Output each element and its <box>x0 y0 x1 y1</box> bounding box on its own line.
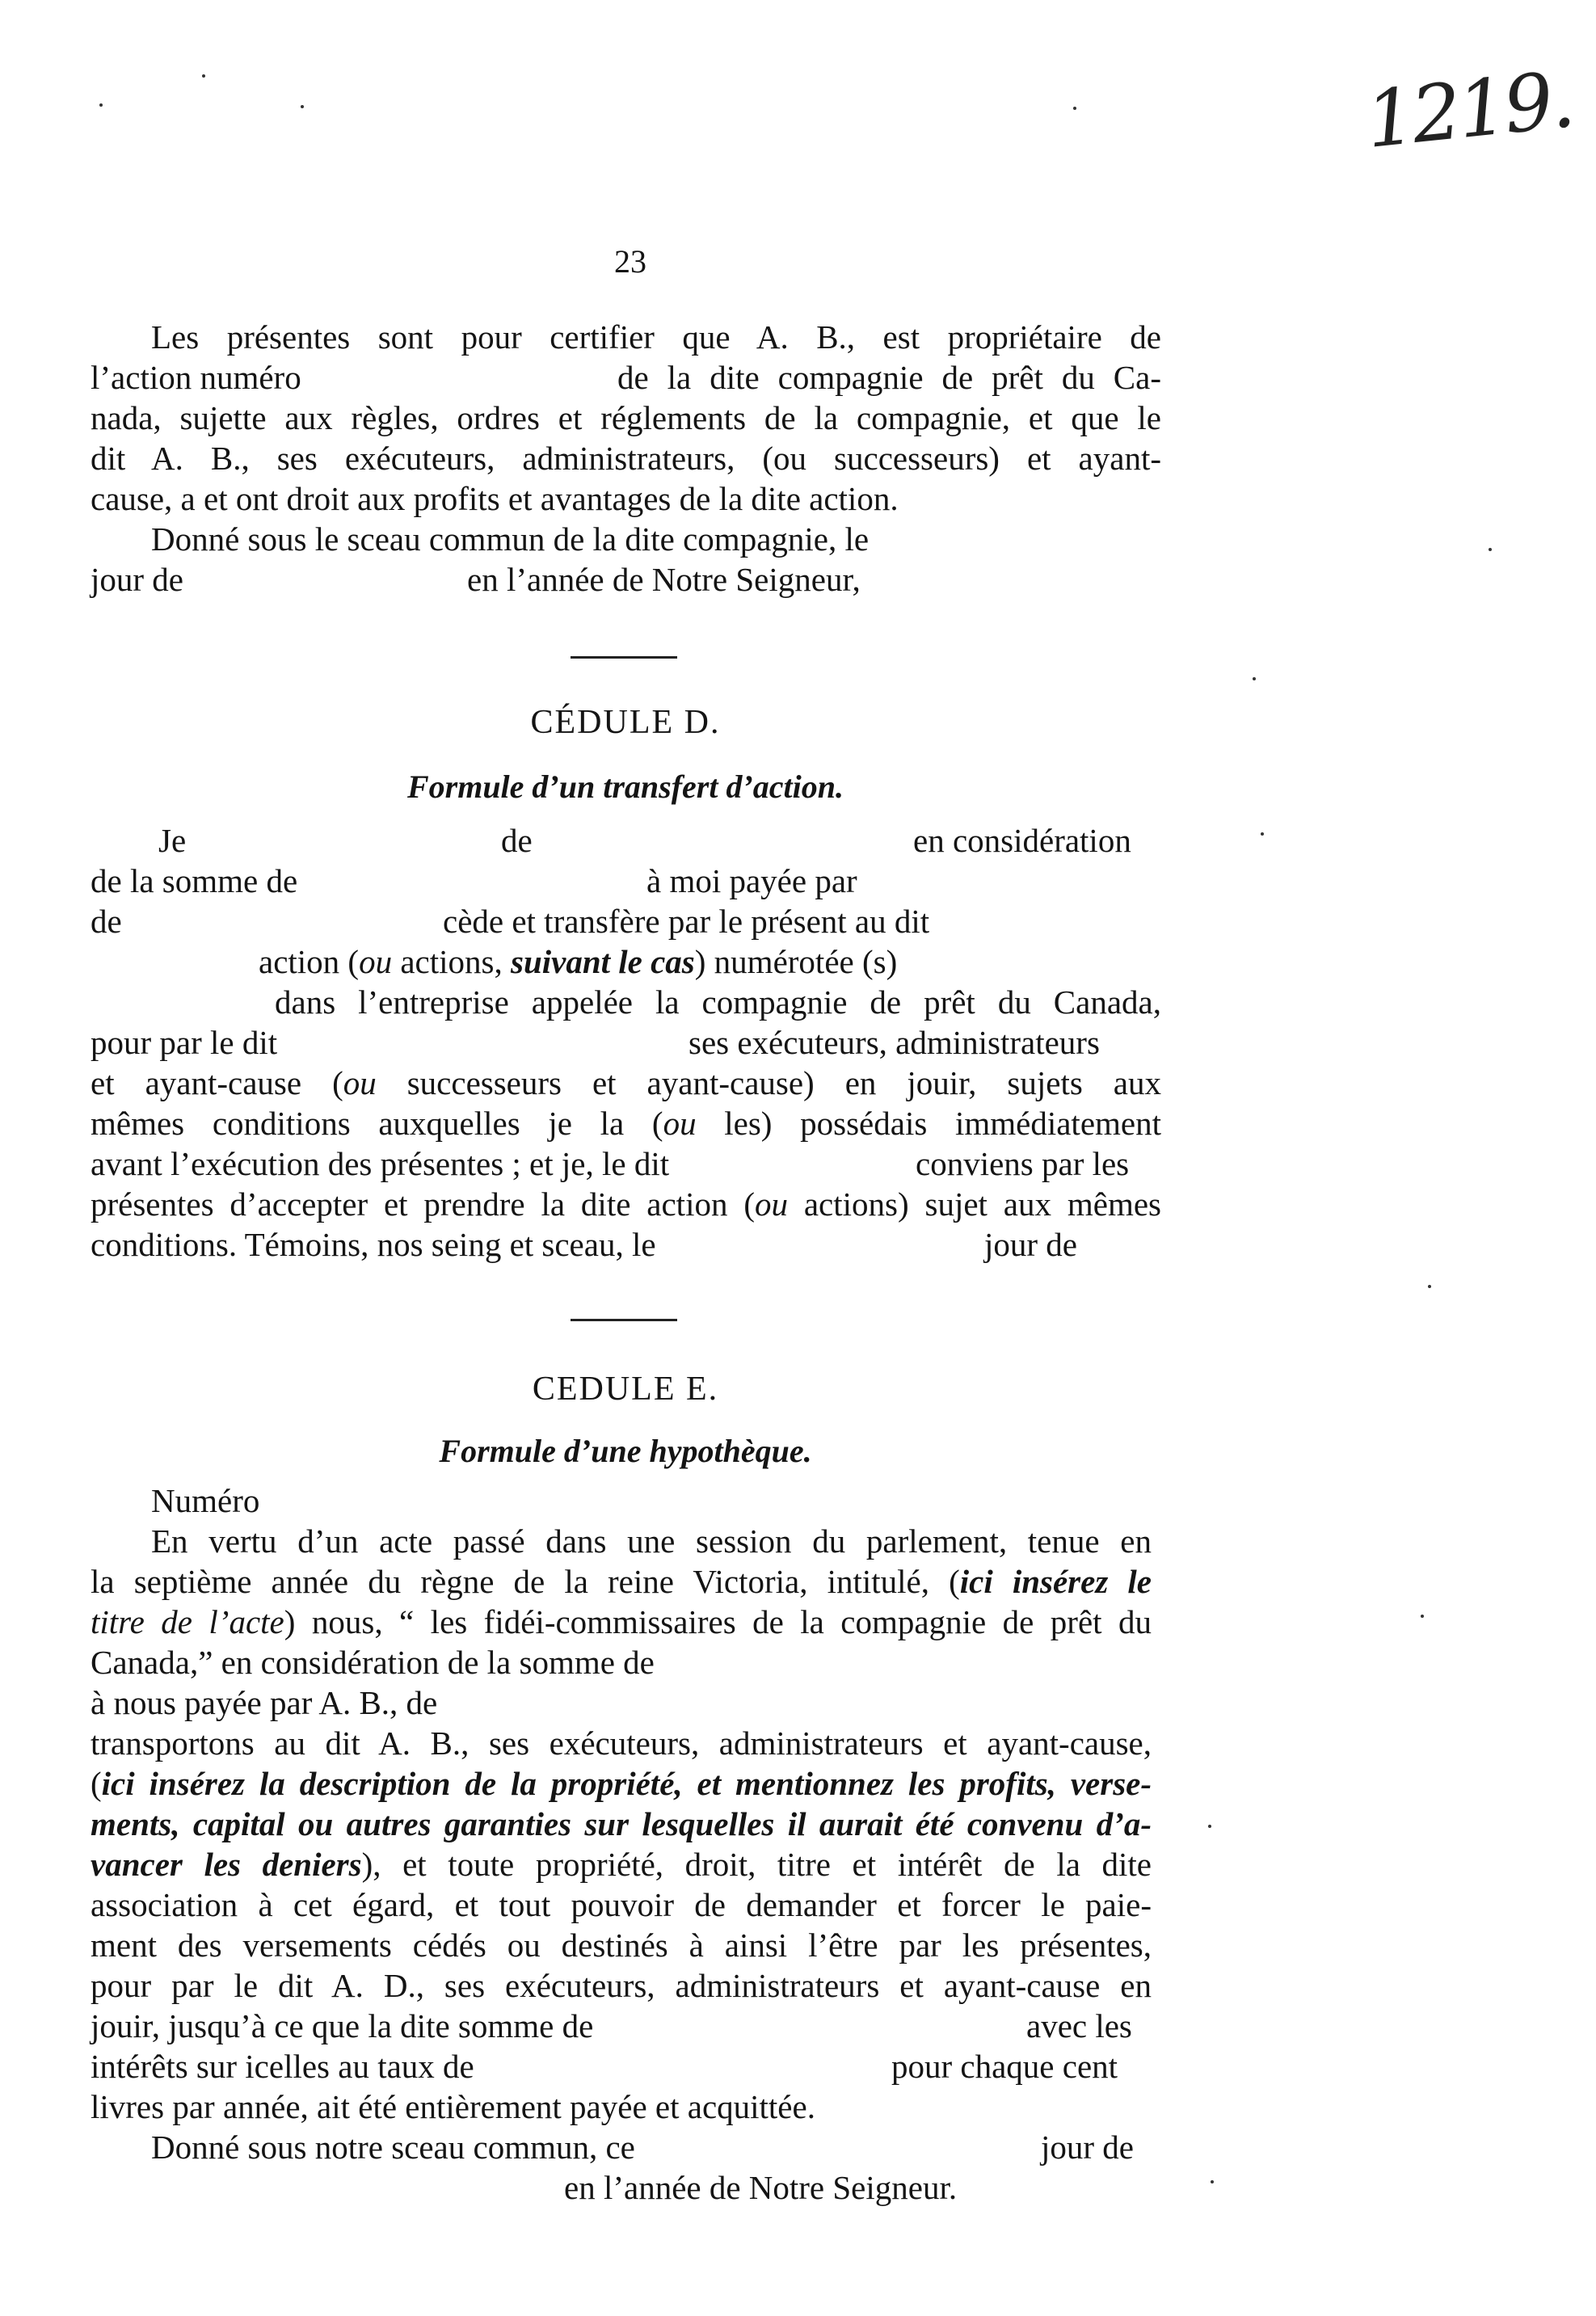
r10-text-a: présentes d’accepter et prendre la dite action ( <box>91 1185 755 1223</box>
schedule-e-l14-a: intérêts sur icelles au taux de <box>91 2048 474 2085</box>
schedule-e-l7 <box>91 1763 1152 1804</box>
schedule-e-l14-b: pour chaque cent <box>891 2048 1118 2085</box>
section-divider-2 <box>571 1319 677 1321</box>
r7-text-c: successeurs et ayant-cause) en jouir, sujets aux <box>376 1064 1161 1101</box>
handwritten-folio-number: 1219. <box>1361 53 1576 166</box>
schedule-e-l15: livres par année, ait été entièrement payée et acquittée. <box>91 2088 815 2125</box>
scan-speck <box>301 105 304 108</box>
scan-speck <box>202 74 205 78</box>
schedule-e-l6: transportons au dit A. B., ses exécuteurs, administrateurs et ayant-cause, <box>91 1724 1152 1762</box>
schedule-e-l9 <box>91 1844 1152 1884</box>
schedule-e-l16-b: jour de <box>1041 2129 1134 2166</box>
r8-text-a: mêmes conditions auxquelles je la ( <box>91 1105 663 1142</box>
schedule-e-l11: ment des versements cédés ou destinés à ainsi l’être par les présentes, <box>91 1926 1152 1964</box>
l9-text-a: vancer les deniers <box>91 1846 362 1883</box>
r10-text-c: actions) sujet aux mêmes <box>787 1185 1161 1223</box>
schedule-d-r2-a: de la somme de <box>91 862 298 899</box>
l9-text-b: ), et toute propriété, droit, titre et intérêt de la dite <box>361 1846 1152 1883</box>
r8-text-ou: ou <box>663 1105 697 1142</box>
scan-speck <box>1421 1615 1424 1618</box>
scan-speck <box>99 103 103 107</box>
schedule-e-l8 <box>91 1804 1152 1844</box>
schedule-e-l13-a: jouir, jusqu’à ce que la dite somme de <box>91 2007 594 2044</box>
schedule-e-numero: Numéro <box>151 1482 260 1519</box>
schedule-e-l2 <box>91 1561 1152 1602</box>
page-number: 23 <box>614 243 646 280</box>
scan-speck <box>1211 2180 1214 2183</box>
r4-text-ou: ou <box>359 943 393 980</box>
certificate-line-2-start: l’action numéro <box>91 359 301 396</box>
schedule-d-r4 <box>259 941 897 982</box>
scan-speck <box>1261 832 1264 836</box>
certificate-line-2-end: de la dite compagnie de prêt du Ca- <box>617 359 1161 396</box>
r7-text-ou: ou <box>343 1064 377 1101</box>
schedule-d-r9-b: conviens par les <box>916 1145 1130 1182</box>
certificate-date-left: jour de <box>91 561 183 598</box>
schedule-d-heading: CÉDULE D. <box>530 704 721 741</box>
schedule-d-r11-a: conditions. Témoins, nos seing et sceau, le <box>91 1226 656 1263</box>
schedule-d-r3-b: cède et transfère par le présent au dit <box>443 903 930 940</box>
r8-text-c: les) possédais immédiatement <box>696 1105 1161 1142</box>
schedule-e-l12: pour par le dit A. D., ses exécuteurs, administrateurs et ayant-cause en <box>91 1967 1152 2004</box>
schedule-d-r3-a: de <box>91 903 122 940</box>
schedule-d-r2-b: à moi payée par <box>646 862 857 899</box>
l7-text-a: ( <box>91 1765 102 1802</box>
certificate-date-right: en l’année de Notre Seigneur, <box>467 561 861 598</box>
r4-text-b: actions, <box>392 943 511 980</box>
l3-text-b: ) nous, “ les fidéi-commissaires de la compagnie de prêt du <box>284 1603 1152 1640</box>
r4-text-c: suivant le cas <box>510 943 695 980</box>
scan-speck <box>1208 1825 1211 1828</box>
schedule-d-r8 <box>91 1103 1161 1143</box>
section-divider <box>571 656 677 659</box>
schedule-d-r7 <box>91 1063 1161 1103</box>
schedule-e-l16-a: Donné sous notre sceau commun, ce <box>151 2129 635 2166</box>
scan-speck <box>1073 107 1076 110</box>
r10-text-ou: ou <box>754 1185 788 1223</box>
scan-speck <box>1428 1285 1431 1288</box>
scan-speck <box>1253 677 1256 680</box>
schedule-d-r9-a: avant l’exécution des présentes ; et je, le dit <box>91 1145 670 1182</box>
schedule-d-r1-c: en considération <box>913 822 1131 859</box>
schedule-d-r1-b: de <box>501 822 533 859</box>
schedule-e-l13-b: avec les <box>1026 2007 1132 2044</box>
schedule-e-heading: CEDULE E. <box>532 1371 719 1408</box>
schedule-d-r5: dans l’entreprise appelée la compagnie de prêt du Canada, <box>275 983 1161 1021</box>
r7-text-a: et ayant-cause ( <box>91 1064 343 1101</box>
certificate-line-6: Donné sous le sceau commun de la dite compagnie, le <box>151 520 870 558</box>
certificate-line-4-text: dit A. B., ses exécuteurs, administrateurs, (ou successeurs) et ayant- <box>91 440 1161 477</box>
l2-text-b: ici insérez le <box>959 1563 1152 1600</box>
schedule-d-r11-b: jour de <box>984 1226 1077 1263</box>
schedule-e-l1: En vertu d’un acte passé dans une session du parlement, tenue en <box>151 1522 1152 1560</box>
scan-speck <box>1489 548 1492 551</box>
schedule-e-l5: à nous payée par A. B., de <box>91 1684 438 1721</box>
l3-text-a: titre de l’acte <box>91 1603 284 1640</box>
schedule-e-subheading: Formule d’une hypothèque. <box>439 1433 812 1469</box>
schedule-d-r10 <box>91 1184 1161 1224</box>
certificate-line-1: Les présentes sont pour certifier que A. B., est propriétaire de <box>151 318 1161 356</box>
l7-text-b: ici insérez la description de la propriété, et mentionnez les profits, verse- <box>101 1765 1152 1802</box>
schedule-e-l10: association à cet égard, et tout pouvoir de demander et forcer le paie- <box>91 1886 1152 1923</box>
certificate-line-4 <box>91 438 1161 478</box>
r4-text-a: action ( <box>259 943 360 980</box>
certificate-line-3: nada, sujette aux règles, ordres et réglements de la compagnie, et que le <box>91 399 1161 436</box>
r4-text-d: ) numérotée (s) <box>694 943 898 980</box>
schedule-d-subheading: Formule d’un transfert d’action. <box>406 768 844 805</box>
schedule-e-l3 <box>91 1602 1152 1642</box>
l2-text-a: la septième année du règne de la reine Victoria, intitulé, ( <box>91 1563 960 1600</box>
schedule-d-r6-a: pour par le dit <box>91 1024 278 1061</box>
schedule-e-l17: en l’année de Notre Seigneur. <box>564 2169 958 2206</box>
schedule-d-r1-a: Je <box>158 822 187 859</box>
schedule-e-l4: Canada,” en considération de la somme de <box>91 1644 655 1681</box>
l8-text: ments, capital ou autres garanties sur lesquelles il aurait été convenu d’a- <box>91 1805 1152 1842</box>
schedule-d-r6-b: ses exécuteurs, administrateurs <box>689 1024 1100 1061</box>
certificate-line-5: cause, a et ont droit aux profits et avantages de la dite action. <box>91 480 899 517</box>
